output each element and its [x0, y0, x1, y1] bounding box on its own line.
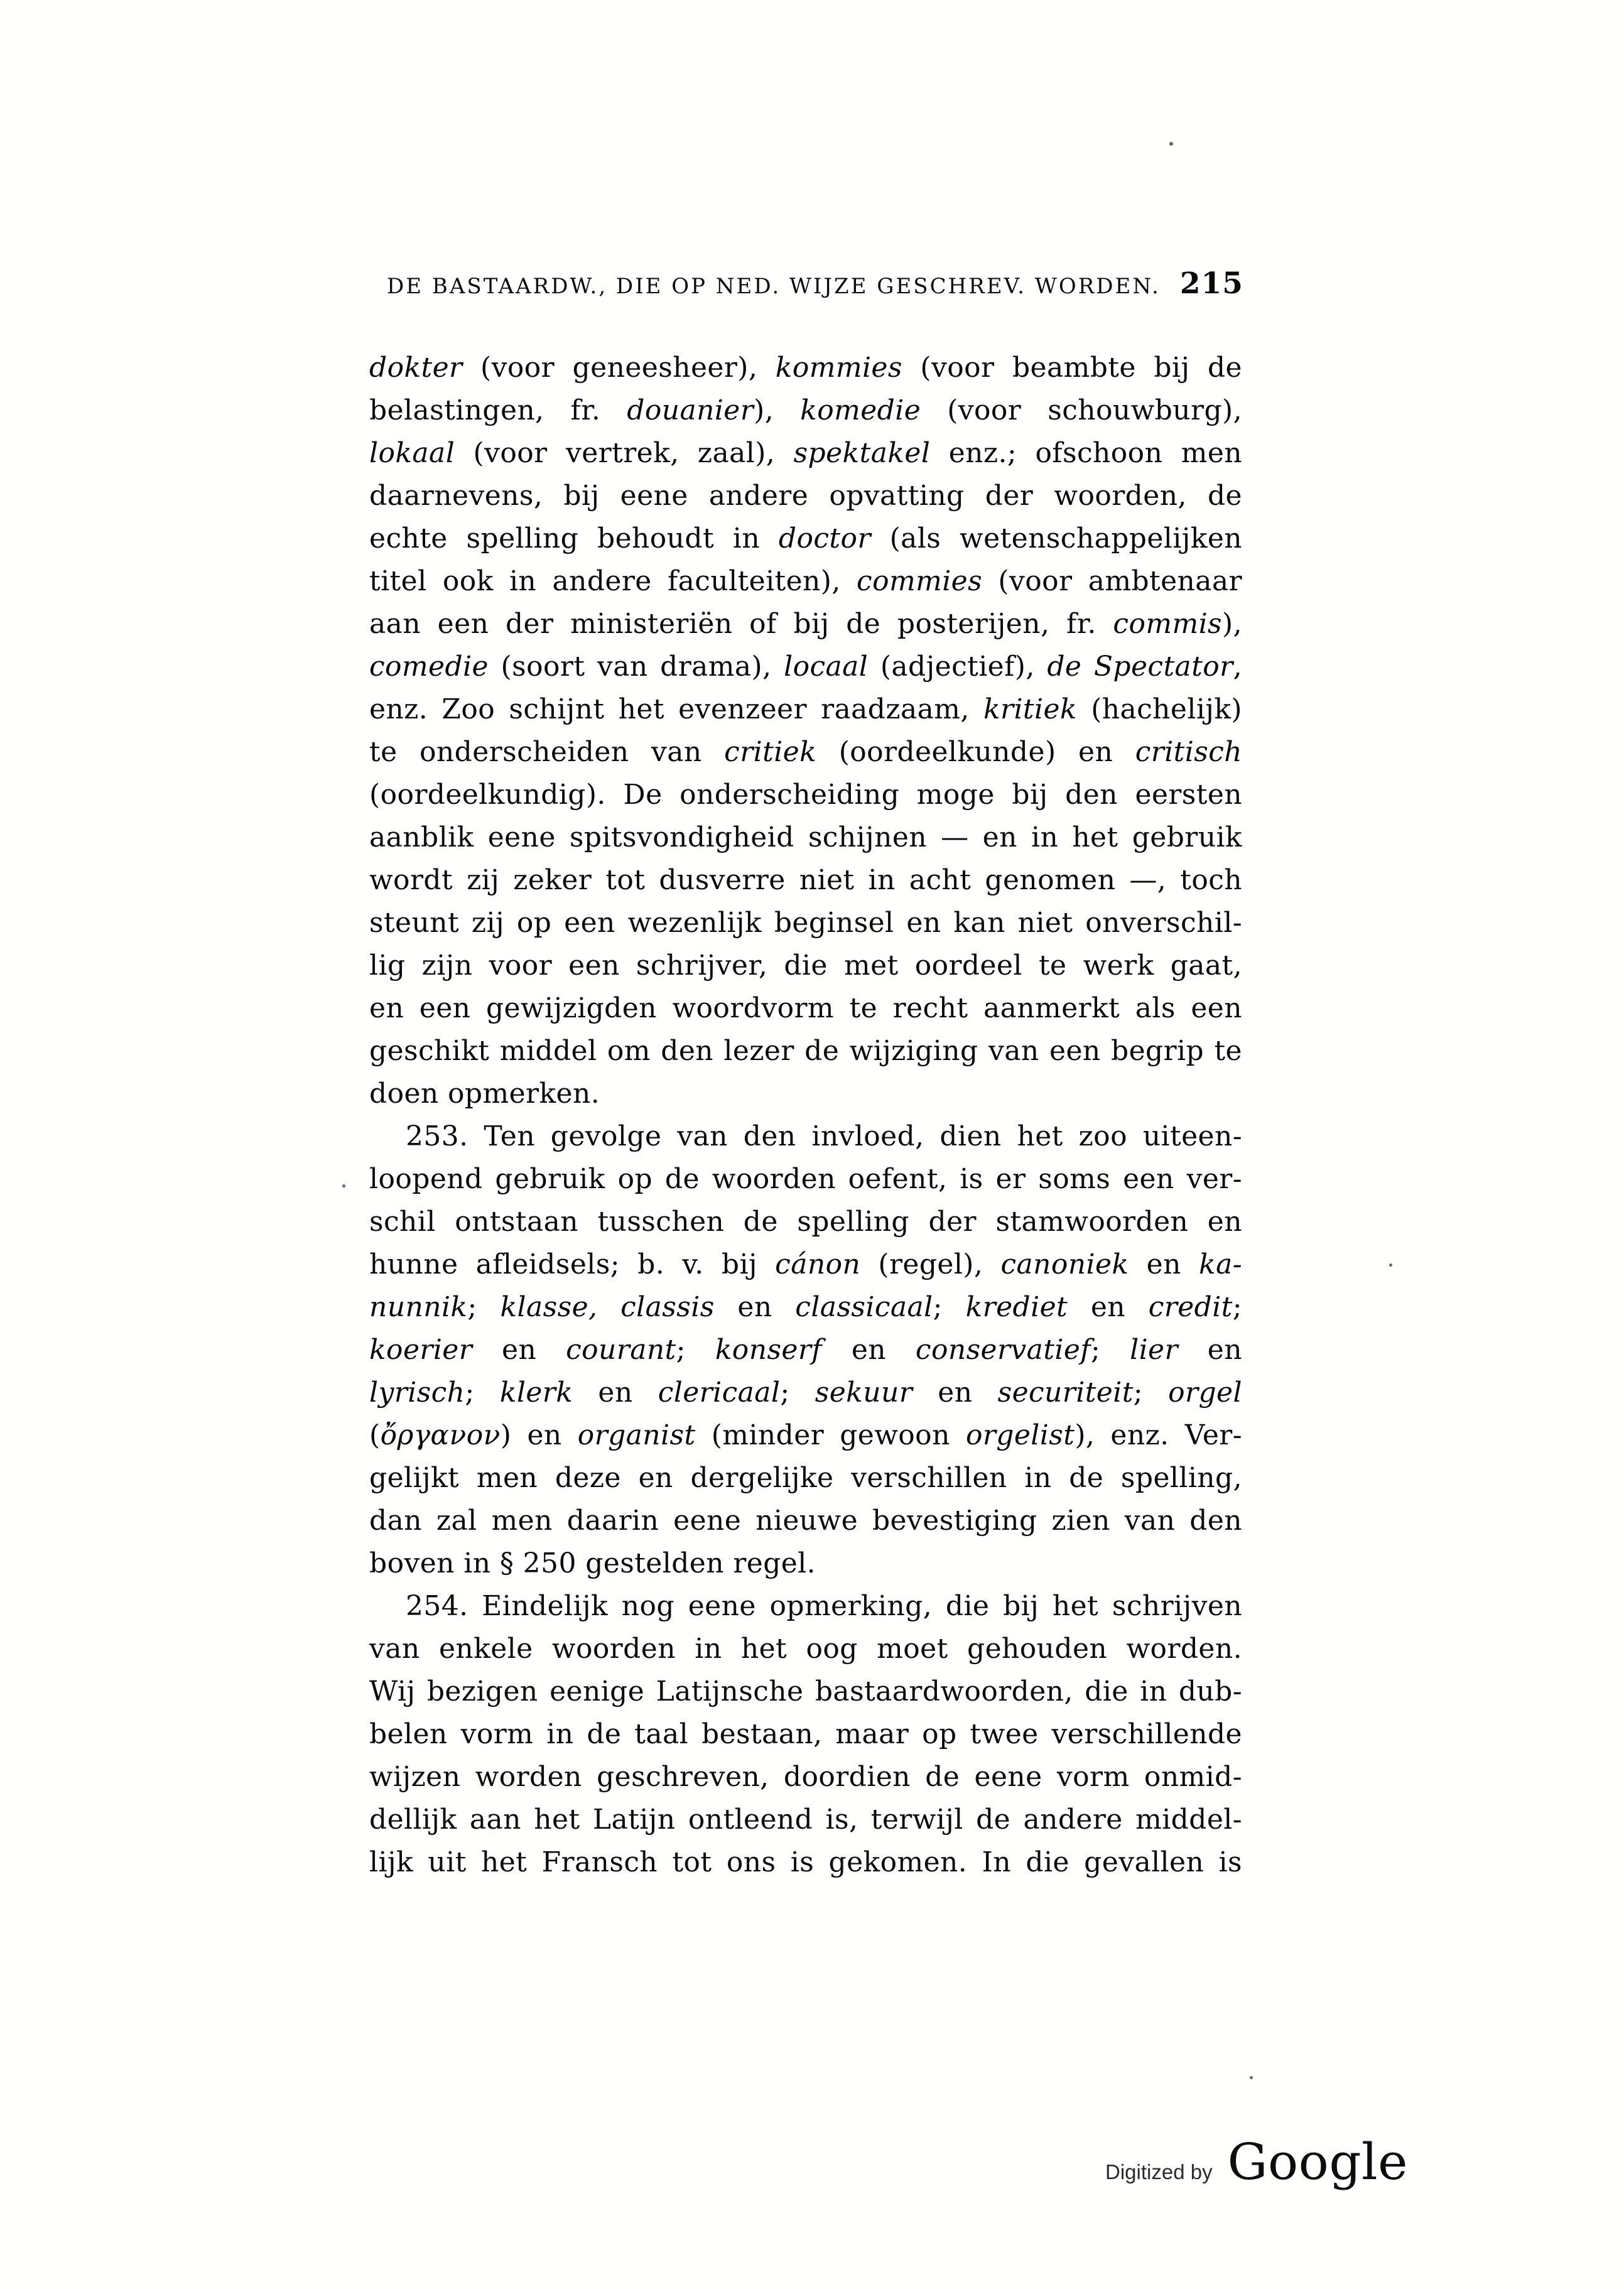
text-line: lijk uit het Fransch tot ons is gekomen. In die gevallen is: [369, 1846, 1242, 1878]
text-line: wordt zij zeker tot dusverre niet in acht genomen —, toch: [369, 864, 1242, 896]
text-line: echte spelling behoudt in doctor (als wetenschappelijken: [369, 522, 1242, 555]
text-line: loopend gebruik op de woorden oefent, is er soms een ver-: [369, 1163, 1242, 1195]
text-line: geschikt middel om den lezer de wijziging van een begrip te: [369, 1035, 1242, 1067]
text-line: (ὄργανον) en organist (minder gewoon orgelist), enz. Ver-: [369, 1419, 1242, 1451]
text-line: dan zal men daarin eene nieuwe bevestiging zien van den: [369, 1505, 1242, 1537]
text-line: wijzen worden geschreven, doordien de eene vorm onmid-: [369, 1761, 1242, 1793]
text-line: schil ontstaan tusschen de spelling der stamwoorden en: [369, 1206, 1242, 1238]
scan-speck: [342, 1184, 345, 1188]
text-line: boven in § 250 gestelden regel.: [369, 1547, 816, 1579]
page-number: 215: [1179, 266, 1243, 301]
text-line: nunnik; klasse, classis en classicaal; krediet en credit;: [369, 1291, 1242, 1323]
digitized-by-label: Digitized by: [1105, 2160, 1213, 2183]
text-line: enz. Zoo schijnt het evenzeer raadzaam, kritiek (hachelijk): [369, 693, 1242, 725]
digitized-by-watermark: [1105, 2133, 1408, 2191]
text-line: dokter (voor geneesheer), kommies (voor beambte bij de: [369, 352, 1242, 384]
text-line: belen vorm in de taal bestaan, maar op twee verschillende: [369, 1718, 1242, 1750]
text-line: aan een der ministeriën of bij de posterijen, fr. commis),: [369, 608, 1242, 640]
text-line: koerier en courant; konserf en conservatief; lier en: [369, 1334, 1242, 1366]
text-line: dellijk aan het Latijn ontleend is, terwijl de andere middel-: [369, 1804, 1242, 1836]
text-line: aanblik eene spitsvondigheid schijnen — en in het gebruik: [369, 821, 1242, 853]
scan-speck: [1389, 1264, 1392, 1267]
text-line: belastingen, fr. douanier), komedie (voor schouwburg),: [369, 394, 1242, 426]
scan-speck: [1169, 142, 1173, 146]
text-line: hunne afleidsels; b. v. bij cánon (regel), canoniek en ka-: [369, 1248, 1242, 1280]
text-line: lokaal (voor vertrek, zaal), spektakel enz.; ofschoon men: [369, 437, 1242, 469]
page-text: [369, 347, 1242, 1884]
text-line: van enkele woorden in het oog moet gehouden worden.: [369, 1633, 1242, 1665]
text-line: titel ook in andere faculteiten), commies (voor ambtenaar: [369, 565, 1242, 597]
text-line: daarnevens, bij eene andere opvatting der woorden, de: [369, 480, 1242, 512]
text-line: doen opmerken.: [369, 1078, 600, 1110]
text-line: 254. Eindelijk nog eene opmerking, die bij het schrijven: [406, 1590, 1242, 1622]
text-line: te onderscheiden van critiek (oordeelkunde) en critisch: [369, 736, 1242, 768]
text-line: 253. Ten gevolge van den invloed, dien het zoo uiteen-: [406, 1120, 1242, 1152]
text-line: (oordeelkundig). De onderscheiding moge bij den eersten: [369, 779, 1242, 811]
text-line: comedie (soort van drama), locaal (adjectief), de Spectator,: [369, 651, 1242, 683]
google-logo: Google: [1227, 2133, 1408, 2191]
running-header-title: DE BASTAARDW., DIE OP NED. WIJZE GESCHREV. WORDEN.: [387, 274, 1161, 299]
text-line: steunt zij op een wezenlijk beginsel en kan niet onverschil-: [369, 907, 1242, 939]
text-line: gelijkt men deze en dergelijke verschillen in de spelling,: [369, 1462, 1242, 1494]
text-line: en een gewijzigden woordvorm te recht aanmerkt als een: [369, 992, 1242, 1024]
text-line: lyrisch; klerk en clericaal; sekuur en securiteit; orgel: [369, 1377, 1242, 1409]
text-line: Wij bezigen eenige Latijnsche bastaardwoorden, die in dub-: [369, 1675, 1242, 1707]
page-header: [369, 266, 1243, 301]
scan-speck: [1250, 2076, 1253, 2079]
text-line: lig zijn voor een schrijver, die met oordeel te werk gaat,: [369, 950, 1242, 982]
